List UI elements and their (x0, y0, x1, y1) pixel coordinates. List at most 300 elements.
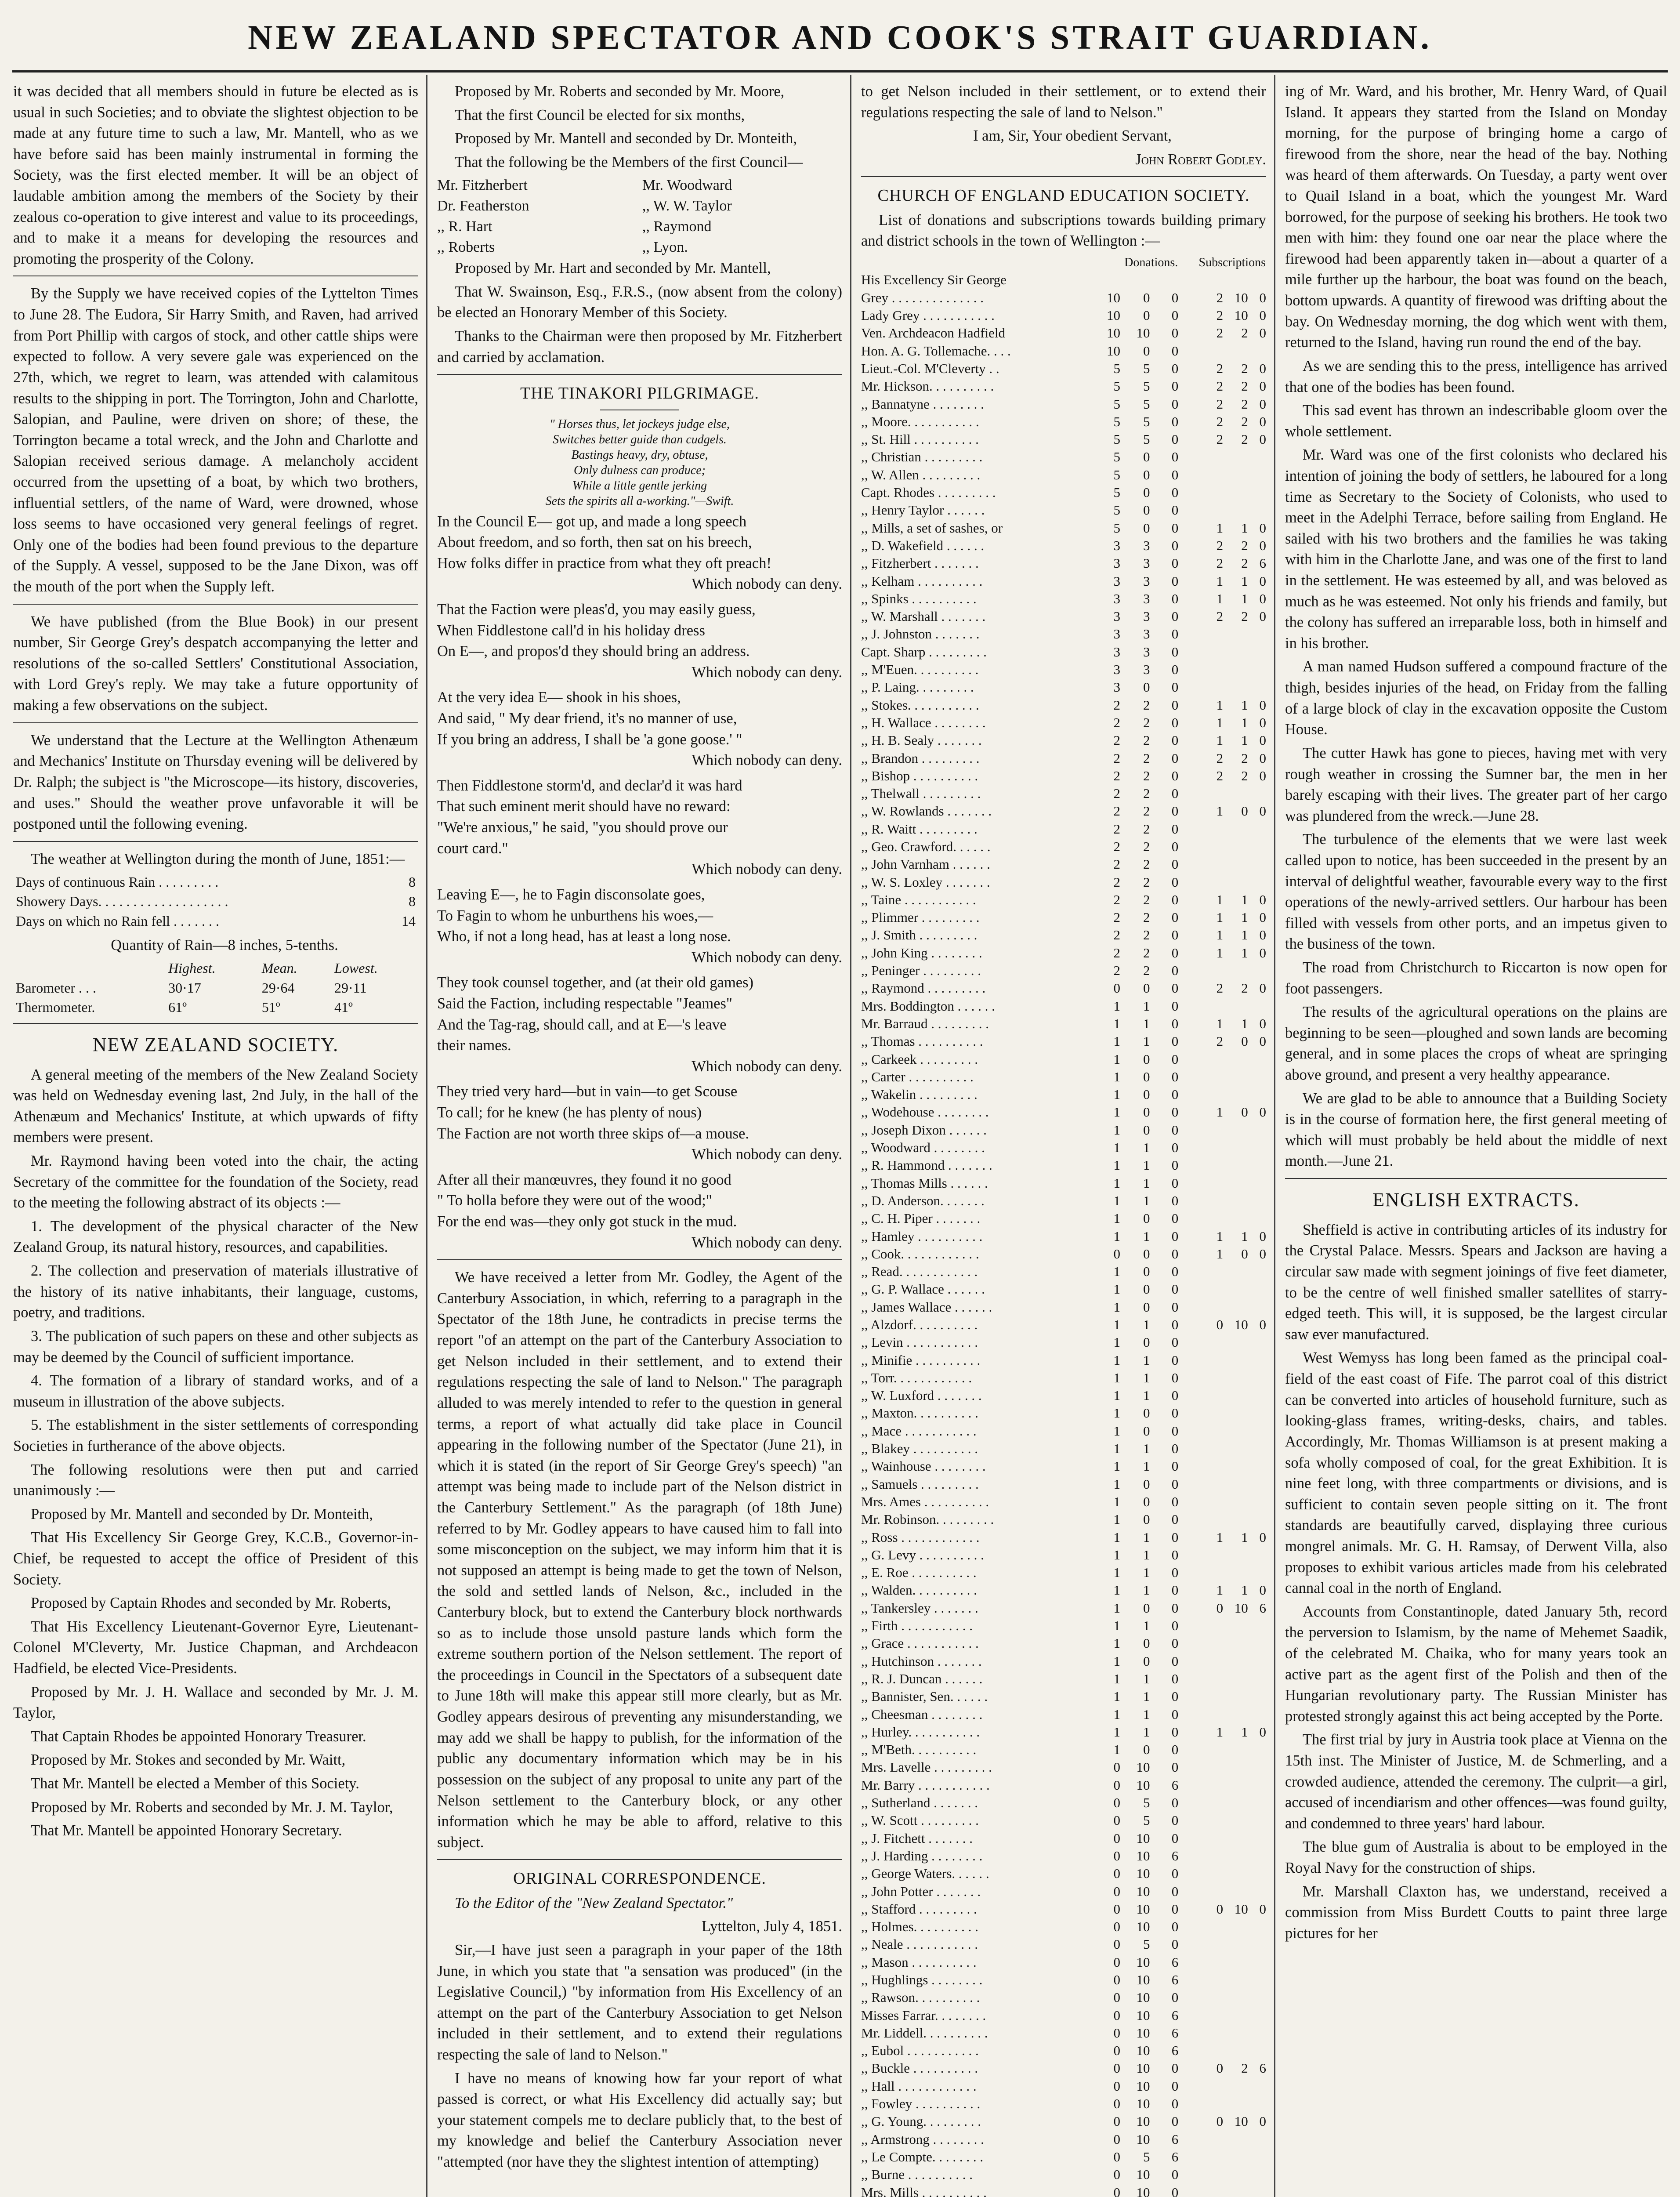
amount (1248, 1954, 1266, 1971)
amount (1223, 1617, 1248, 1635)
amount: 0 (1143, 1087, 1150, 1102)
amount: 0 (1113, 2131, 1121, 2147)
amount (1223, 2042, 1248, 2059)
amount: 10 (1234, 308, 1248, 323)
amount: 0 (1171, 945, 1179, 961)
amount: 0 (1143, 1334, 1150, 1350)
donor-row (861, 820, 1266, 838)
donor-name: ,, W. Marshall . . . . . . . (861, 609, 986, 624)
amount: 2 (1113, 750, 1121, 766)
donor-row (861, 1653, 1266, 1670)
donor-name: Mrs. Ames . . . . . . . . . . (861, 1494, 989, 1509)
amount: 0 (1171, 1104, 1179, 1120)
donor-row (861, 1352, 1266, 1369)
amount: 0 (1143, 1635, 1150, 1651)
donor-row (861, 979, 1266, 997)
donor-name: ,, Thomas . . . . . . . . . . (861, 1033, 983, 1049)
amount (1192, 1298, 1223, 1316)
donor-name: ,, Carkeek . . . . . . . . . (861, 1051, 978, 1067)
amount: 0 (1171, 290, 1179, 305)
donor-row (861, 1617, 1266, 1635)
donor-row (861, 519, 1266, 537)
amount: 2 (1143, 786, 1150, 801)
amount: 2 (1241, 2060, 1248, 2076)
amount: 2 (1241, 378, 1248, 394)
lyttelton-paragraph: We are glad to be able to announce that a Building Society is in the course of formation here, the first general meeting of which will must probably be held about the middle of next month.—June 21. (1285, 1090, 1667, 1170)
amount: 2 (1216, 413, 1224, 429)
amount: 6 (1171, 2149, 1179, 2164)
amount (1192, 1617, 1223, 1635)
amount: 1 (1216, 732, 1224, 748)
epigraph: " Horses thus, let jockeys judge else, Switches better guide than cudgels. Bastings heavy, dry, obtuse, Only dulness can produce; While a little gentle jerking Sets the spirits all a-working."—Swift. (545, 417, 734, 508)
amount: 1 (1113, 1423, 1121, 1439)
amount: 0 (1259, 378, 1266, 394)
donor-row (861, 608, 1266, 625)
resolution: Proposed by Mr. Hart and seconded by Mr. Mantell, (455, 260, 771, 277)
donor-row (861, 997, 1266, 1015)
column-2 (437, 81, 842, 2197)
society-object: 4. The formation of a library of standard works, and of a museum in illustration of the above subjects. (13, 1372, 418, 1410)
donor-row (861, 1794, 1266, 1812)
verse-refrain: Which nobody can deny. (692, 752, 842, 769)
donor-row (861, 448, 1266, 466)
amount: 0 (1143, 449, 1150, 465)
donor-name: ,, Burne . . . . . . . . . . (861, 2167, 973, 2182)
amount: 3 (1113, 573, 1121, 589)
donor-name: ,, Torr. . . . . . . . . . . . (861, 1370, 972, 1385)
weather-intro: The weather at Wellington during the month of June, 1851:— (31, 850, 405, 867)
resolution: Proposed by Mr. Mantell and seconded by Dr. Monteith, (455, 130, 797, 147)
donor-name: ,, Hutchinson . . . . . . . (861, 1653, 982, 1669)
donor-name: His Excellency Sir George (861, 272, 1007, 288)
donor-name: ,, Bishop . . . . . . . . . . (861, 768, 978, 783)
amount: 0 (1171, 1175, 1179, 1191)
resolution: That the first Council be elected for six months, (455, 106, 745, 123)
amount: 10 (1136, 1901, 1150, 1917)
amount: 5 (1113, 520, 1121, 536)
amount: 0 (1259, 927, 1266, 943)
amount: 0 (1143, 1211, 1150, 1226)
donor-row (861, 1103, 1266, 1121)
donor-row (861, 1900, 1266, 1918)
amount (1192, 1404, 1223, 1422)
amount: 0 (1143, 1512, 1150, 1527)
donor-row (861, 2007, 1266, 2024)
amount: 1 (1216, 520, 1224, 536)
amount: 1 (1113, 1352, 1121, 1368)
donor-name: ,, G. Levy . . . . . . . . . . (861, 1547, 984, 1563)
amount: 5 (1113, 413, 1121, 429)
amount: 0 (1171, 2096, 1179, 2112)
poem-verse (437, 1081, 842, 1165)
donor-name: ,, Bannatyne . . . . . . . . (861, 396, 984, 412)
donor-row (861, 1245, 1266, 1263)
separator (861, 176, 1266, 177)
letter-paragraph: to get Nelson included in their settlement, or to extend their regulations respecting the sale of land to Nelson." (861, 83, 1266, 121)
amount (1223, 1741, 1248, 1758)
donor-name: ,, Levin . . . . . . . . . . . (861, 1334, 978, 1350)
amount: 0 (1171, 750, 1179, 766)
thermometer-row: Thermometer. 61º 51º 41º (16, 999, 353, 1015)
amount (1223, 1298, 1248, 1316)
donor-row (861, 944, 1266, 962)
amount (1248, 661, 1266, 678)
amount: 1 (1143, 1706, 1150, 1722)
donor-row (861, 1564, 1266, 1581)
amount: 0 (1143, 1423, 1150, 1439)
amount: 1 (1216, 591, 1224, 606)
amount (1223, 1369, 1248, 1387)
amount (1223, 874, 1248, 891)
amount (1192, 2077, 1223, 2095)
amount (1223, 1511, 1248, 1528)
amount: 0 (1171, 1529, 1179, 1545)
verse-line: At the very idea E— shook in his shoes, (437, 689, 681, 706)
amount: 5 (1113, 502, 1121, 518)
donor-name: ,, Christian . . . . . . . . . (861, 449, 983, 465)
donor-row (861, 1971, 1266, 1989)
donor-row (861, 1015, 1266, 1033)
amount (1248, 1068, 1266, 1086)
society-object: 3. The publication of such papers on these and other subjects as may be deemed by the Council of sufficient importance. (13, 1327, 418, 1366)
amount: 10 (1107, 343, 1121, 359)
amount: 1 (1113, 1565, 1121, 1581)
amount: 0 (1143, 1494, 1150, 1509)
donor-row (861, 2148, 1266, 2166)
donor-row (861, 342, 1266, 360)
weather-row: Days of continuous Rain . . . . . . . . . 8 (16, 874, 416, 890)
amount: 5 (1143, 413, 1150, 429)
amount: 5 (1143, 378, 1150, 394)
donor-name: ,, H. B. Sealy . . . . . . . (861, 732, 982, 748)
amount (1248, 2166, 1266, 2183)
amount: 1 (1241, 892, 1248, 907)
amount: 5 (1143, 396, 1150, 412)
amount: 1 (1241, 945, 1248, 961)
donor-row (861, 466, 1266, 484)
amount: 1 (1113, 1458, 1121, 1474)
amount (1223, 1546, 1248, 1564)
amount: 1 (1113, 1211, 1121, 1226)
lyttelton-paragraph: The cutter Hawk has gone to pieces, having met with very rough weather in crossing the Sumner bar, the men in her barely escaping with their lives. The greater part of her cargo was plundered from the wreck.—June 28. (1285, 744, 1667, 824)
amount: 1 (1241, 1529, 1248, 1545)
donor-name: ,, Fitzherbert . . . . . . . (861, 555, 979, 571)
council-list: Mr. Fitzherbert Mr. Woodward Dr. Featherston ,, W. W. Taylor ,, R. Hart ,, Raymond ,, Roberts ,, Lyon. (437, 177, 732, 256)
amount: 3 (1143, 591, 1150, 606)
amount: 0 (1113, 1813, 1121, 1828)
amount (1192, 1068, 1223, 1086)
amount: 1 (1241, 1228, 1248, 1244)
amount (1223, 1440, 1248, 1457)
donor-name: ,, Bannister, Sen. . . . . . (861, 1689, 988, 1704)
amount: 1 (1143, 1529, 1150, 1545)
amount (1248, 1404, 1266, 1422)
amount: 0 (1259, 697, 1266, 713)
amount (1192, 1493, 1223, 1511)
amount (1223, 1387, 1248, 1404)
amount: 0 (1216, 1901, 1224, 1917)
amount: 10 (1136, 2167, 1150, 2182)
amount: 3 (1143, 555, 1150, 571)
amount (1223, 1653, 1248, 1670)
amount: 2 (1216, 1033, 1224, 1049)
amount (1223, 678, 1248, 696)
verse-refrain: Which nobody can deny. (692, 1058, 842, 1075)
donor-name: ,, Geo. Crawford. . . . . . (861, 838, 991, 854)
donor-name: ,, Woodward . . . . . . . . (861, 1140, 985, 1156)
amount: 2 (1241, 609, 1248, 624)
amount: 1 (1113, 1689, 1121, 1704)
amount (1192, 1263, 1223, 1280)
amount: 0 (1113, 1848, 1121, 1863)
amount: 0 (1171, 360, 1179, 376)
amount: 6 (1259, 1600, 1266, 1616)
amount: 0 (1259, 1104, 1266, 1120)
amount: 0 (1259, 750, 1266, 766)
amount (1192, 1918, 1223, 1936)
amount (1192, 1334, 1223, 1351)
donor-row (861, 1741, 1266, 1758)
amount: 0 (1113, 1919, 1121, 1935)
amount: 0 (1171, 485, 1179, 500)
amount: 0 (1171, 1919, 1179, 1935)
amount: 0 (1171, 1689, 1179, 1704)
amount (1223, 1121, 1248, 1139)
amount (1248, 1883, 1266, 1900)
amount: 0 (1171, 1317, 1179, 1332)
amount (1192, 1086, 1223, 1103)
amount: 0 (1259, 290, 1266, 305)
donor-name: ,, Read. . . . . . . . . . . . (861, 1264, 978, 1280)
donor-name: ,, D. Anderson. . . . . . . (861, 1193, 985, 1208)
column-divider (426, 75, 427, 2197)
amount (1248, 1051, 1266, 1068)
amount: 10 (1234, 290, 1248, 305)
amount: 1 (1241, 1015, 1248, 1031)
amount: 0 (1171, 1334, 1179, 1350)
amount (1223, 466, 1248, 484)
resolution: That the following be the Members of the first Council— (455, 153, 803, 170)
poem-verse (437, 972, 842, 1077)
amount: 0 (1171, 892, 1179, 907)
amount: 0 (1171, 856, 1179, 872)
amount (1192, 1688, 1223, 1705)
amount (1192, 1369, 1223, 1387)
lyttelton-paragraph: ing of Mr. Ward, and his brother, Mr. Henry Ward, of Quail Island. It appears they started from the Island on Monday morning, for the purpose of bringing home a cargo of firewood from the shore, near the head of the bay. Nothing was heard of them afterwards. On Tuesday, a party went over to Quail Island in a boat, which the youngest Mr. Ward borrowed, for the purpose of seeking his brothers. He took two men with him: they found one oar near the place where the firewood had been apparently taken in—about a quarter of a mile further up the harbour, the boat was found on the beach, bottom upwards. A quantity of firewood was drifting about the bay. On Wednesday morning, the dog which went with them, returned to the Island, having run round the end of the bay. (1285, 83, 1667, 351)
amount: 10 (1136, 1972, 1150, 1987)
donor-row (861, 377, 1266, 395)
donor-row (861, 1192, 1266, 1210)
donor-name: ,, Mace . . . . . . . . . . . (861, 1423, 977, 1439)
amount (1248, 874, 1266, 891)
amount: 10 (1136, 1866, 1150, 1882)
amount: 2 (1143, 768, 1150, 783)
donor-name: Grey . . . . . . . . . . . . . . (861, 290, 984, 305)
amount (1248, 2077, 1266, 2095)
amount: 1 (1143, 1689, 1150, 1704)
amount (1192, 1830, 1223, 1847)
amount (1248, 678, 1266, 696)
amount: 0 (1171, 910, 1179, 925)
amount (1223, 1334, 1248, 1351)
amount: 1 (1113, 1140, 1121, 1156)
amount: 0 (1259, 1015, 1266, 1031)
amount (1223, 1476, 1248, 1493)
amount: 2 (1143, 821, 1150, 837)
amount: 0 (1171, 609, 1179, 624)
amount (1192, 1280, 1223, 1298)
verse-line: That such eminent merit should have no reward: (437, 798, 731, 815)
amount: 10 (1136, 1954, 1150, 1970)
amount: 0 (1171, 1140, 1179, 1156)
amount: 10 (1136, 2096, 1150, 2112)
amount: 0 (1171, 1990, 1179, 2005)
amount: 2 (1241, 750, 1248, 766)
donor-row (861, 1121, 1266, 1139)
donor-name: ,, Thomas Mills . . . . . . (861, 1175, 988, 1191)
amount (1223, 448, 1248, 466)
donor-row (861, 2024, 1266, 2042)
lyttelton-paragraph: This sad event has thrown an indescribable gloom over the whole settlement. (1285, 402, 1667, 440)
amount: 0 (1113, 980, 1121, 996)
amount (1223, 856, 1248, 873)
amount: 0 (1171, 1883, 1179, 1899)
amount: 1 (1216, 1582, 1224, 1598)
amount: 1 (1113, 1193, 1121, 1208)
amount: 0 (1113, 2167, 1121, 2182)
amount (1192, 342, 1223, 360)
donor-row (861, 732, 1266, 749)
amount: 5 (1143, 1813, 1150, 1828)
amount: 3 (1143, 662, 1150, 678)
blue-book-notice: We have published (from the Blue Book) in our present number, Sir George Grey's despatch accompanying the letter and resolutions of the so-called Settlers' Constitutional Association, with Lord Grey's reply. We may take a future opportunity of making a few observations on the subject. (13, 613, 418, 714)
amount: 1 (1143, 1228, 1150, 1244)
amount (1248, 1918, 1266, 1936)
amount: 0 (1113, 1246, 1121, 1262)
amount: 2 (1241, 537, 1248, 553)
amount (1223, 838, 1248, 856)
amount (1223, 2148, 1248, 2166)
amount: 2 (1241, 980, 1248, 996)
amount (1248, 1210, 1266, 1227)
amount: 2 (1143, 945, 1150, 961)
donor-name: ,, E. Roe . . . . . . . . . . (861, 1565, 977, 1581)
donor-name: Mrs. Mills . . . . . . . . . . (861, 2184, 987, 2197)
donor-name: ,, Tankersley . . . . . . . (861, 1600, 978, 1616)
donor-name: ,, W. S. Loxley . . . . . . . (861, 874, 990, 890)
amount: 10 (1107, 308, 1121, 323)
amount: 2 (1241, 396, 1248, 412)
donor-row (861, 2131, 1266, 2148)
donor-name: ,, W. Rowlands . . . . . . . (861, 803, 992, 819)
amount: 1 (1113, 1157, 1121, 1173)
donor-row (861, 926, 1266, 944)
verse-line: If you bring an address, I shall be 'a gone goose.' " (437, 731, 742, 748)
donor-row (861, 2077, 1266, 2095)
amount (1248, 448, 1266, 466)
donor-row (861, 1723, 1266, 1741)
amount (1248, 1989, 1266, 2006)
amount: 2 (1113, 803, 1121, 819)
donor-row (861, 2166, 1266, 2183)
donor-row (861, 1068, 1266, 1086)
donor-row (861, 643, 1266, 661)
donor-row (861, 1830, 1266, 1847)
amount: 1 (1241, 1724, 1248, 1740)
amount: 0 (1171, 1299, 1179, 1315)
donor-name: ,, Samuels . . . . . . . . . (861, 1476, 979, 1492)
amount (1248, 1706, 1266, 1723)
amount (1192, 1847, 1223, 1865)
amount: 0 (1171, 1582, 1179, 1598)
donor-name: Mr. Barry . . . . . . . . . . . (861, 1777, 990, 1793)
donor-row (861, 2184, 1266, 2197)
amount: 2 (1143, 856, 1150, 872)
amount (1223, 820, 1248, 838)
amount: 1 (1216, 1015, 1224, 1031)
donor-name: ,, Kelham . . . . . . . . . . (861, 573, 983, 589)
amount: 5 (1143, 2149, 1150, 2164)
resolution: That Mr. Mantell be elected a Member of this Society. (31, 1775, 359, 1792)
amount (1192, 1511, 1223, 1528)
amount: 0 (1171, 1211, 1179, 1226)
amount (1248, 1139, 1266, 1157)
amount: 1 (1113, 1653, 1121, 1669)
amount (1223, 2166, 1248, 2183)
amount (1248, 1794, 1266, 1812)
amount (1223, 1706, 1248, 1723)
amount (1248, 820, 1266, 838)
amount: 10 (1234, 2114, 1248, 2129)
amount: 1 (1113, 1264, 1121, 1280)
donor-name: Hon. A. G. Tollemache. . . . (861, 343, 1011, 359)
amount (1223, 1776, 1248, 1794)
verse-line: To Fagin to whom he unburthens his woes,— (437, 907, 713, 924)
amount: 2 (1216, 396, 1224, 412)
amount: 10 (1136, 1759, 1150, 1775)
donor-row (861, 661, 1266, 678)
amount: 3 (1113, 591, 1121, 606)
amount: 0 (1113, 2114, 1121, 2129)
amount: 0 (1171, 662, 1179, 678)
amount: 2 (1241, 768, 1248, 783)
amount: 0 (1171, 1512, 1179, 1527)
amount (1192, 1051, 1223, 1068)
amount (1223, 1865, 1248, 1882)
amount: 10 (1136, 1830, 1150, 1846)
amount (1248, 2148, 1266, 2166)
amount (1223, 2095, 1248, 2113)
amount: 10 (1234, 1901, 1248, 1917)
donor-name: ,, Hughlings . . . . . . . . (861, 1972, 983, 1987)
amount: 10 (1234, 1317, 1248, 1332)
donor-name: ,, Armstrong . . . . . . . . (861, 2131, 984, 2147)
amount (1192, 1546, 1223, 1564)
amount (1248, 1635, 1266, 1652)
amount: 2 (1143, 732, 1150, 748)
amount: 0 (1171, 1405, 1179, 1421)
column-divider (850, 75, 851, 2197)
verse-line: In the Council E— got up, and made a long speech (437, 513, 747, 530)
verse-refrain: Which nobody can deny. (692, 949, 842, 966)
amount (1223, 2007, 1248, 2024)
amount (1248, 1865, 1266, 1882)
amount: 10 (1136, 2078, 1150, 2094)
amount: 2 (1113, 927, 1121, 943)
amount: 1 (1113, 1370, 1121, 1385)
resolution: That Captain Rhodes be appointed Honorary Treasurer. (31, 1728, 366, 1745)
amount: 1 (1113, 1388, 1121, 1403)
